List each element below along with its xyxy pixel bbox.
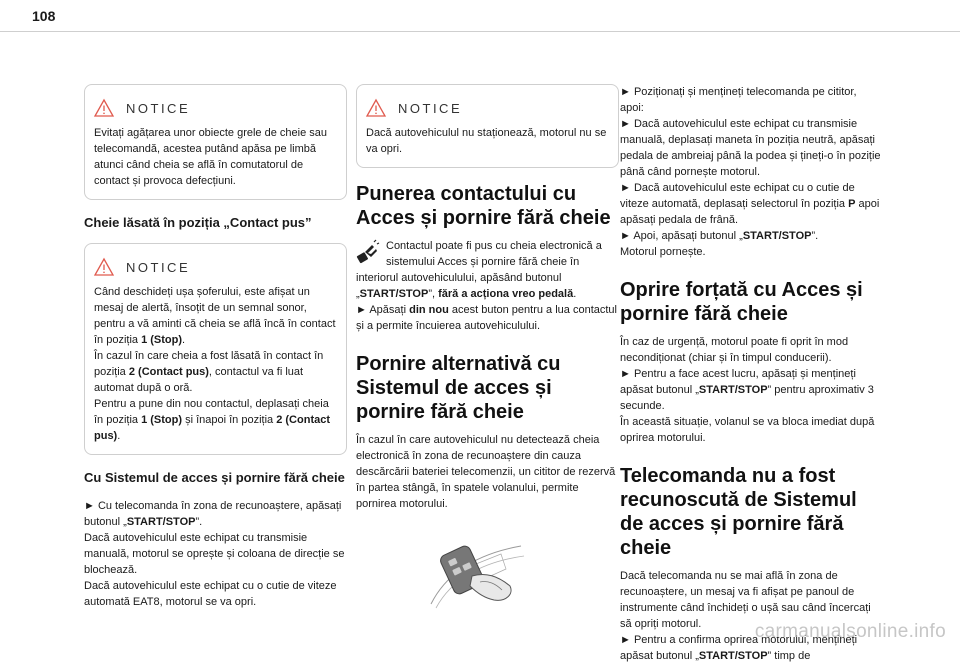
body-text: ► Pentru a confirma oprirea motorului, mențineți apăsat butonul „START/STOP” timp de — [620, 634, 858, 662]
body-text: Contactul poate fi pus cu cheia electronică a sistemului Acces și pornire fără cheie în interiorul autovehiculului, apăsând butonul „START/STOP”, fără a acționa vreo pedală. — [356, 240, 602, 300]
notice-title: NOTICE — [126, 259, 191, 275]
body-text: Dacă telecomanda nu se mai află în zona de recunoaștere, un mesaj va fi afișat pe panoul de instrumente când închideți o ușă sau când încercați să opriți motorul. — [620, 570, 871, 630]
section-heading: Cheie lăsată în poziția „Contact pus” — [84, 215, 312, 230]
header-rule — [0, 31, 960, 32]
body-text: ► Poziționați și mențineți telecomanda pe cititor, apoi: — [620, 86, 857, 114]
notice-title: NOTICE — [126, 100, 191, 116]
hand-press-button-icon — [356, 240, 380, 264]
watermark: carmanualsonline.info — [754, 621, 946, 642]
body-text: ► Pentru a face acest lucru, apăsați și mențineți apăsat butonul „START/STOP” pentru aproximativ 3 secunde. — [620, 368, 874, 412]
notice-box — [84, 84, 347, 200]
section-title: Pornire alternativă cu Sistemul de acces și pornire fără cheie — [356, 353, 561, 423]
notice-title: NOTICE — [398, 100, 463, 116]
warning-triangle-icon — [366, 99, 386, 117]
body-text: ► Apăsați din nou acest buton pentru a lua contactul și a permite încuierea autovehiculului. — [356, 304, 617, 332]
notice-text: Dacă autovehiculul nu staționează, motorul nu se va opri. — [366, 127, 607, 155]
section-heading: Cu Sistemul de acces și pornire fără cheie — [84, 470, 345, 485]
body-text: ► Dacă autovehiculul este echipat cu o cutie de viteze automată, deplasați selectorul în poziția P apoi apăsați pedala de frână. — [620, 182, 880, 226]
warning-triangle-icon — [94, 99, 114, 117]
body-text: ► Cu telecomanda în zona de recunoaștere, apăsați butonul „START/STOP”. — [84, 500, 342, 528]
page-number: 108 — [32, 8, 56, 24]
notice-text: În cazul în care cheia a fost lăsată în contact în poziția 2 (Contact pus), contactul va fi luat automat după o oră. — [94, 350, 324, 394]
notice-text: Când deschideți ușa șoferului, este afișat un mesaj de alertă, însoțit de un semnal sonor, pentru a vă aminti că cheia se află încă în contact în poziția 1 (Stop). — [94, 286, 336, 346]
column-2 — [356, 84, 619, 615]
body-text: Motorul pornește. — [620, 246, 706, 258]
notice-text: Evitați agățarea unor obiecte grele de cheie sau telecomandă, acestea putând apăsa pe limbă atunci când cheia se află în comutatorul de contact și provoca defecțiuni. — [94, 127, 327, 187]
body-text: ► Apoi, apăsați butonul „START/STOP”. — [620, 230, 819, 242]
body-text: Dacă autovehiculul este echipat cu o cutie de viteze automată EAT8, motorul se va opri. — [84, 580, 337, 608]
body-text: În caz de urgență, motorul poate fi oprit în mod necondiționat (chiar și în timpul conducerii). — [620, 336, 849, 364]
notice-box — [356, 84, 619, 168]
section-title: Telecomanda nu a fost recunoscută de Sistemul de acces și pornire fără cheie — [620, 465, 857, 559]
column-3 — [620, 84, 883, 664]
key-on-reader-illustration — [406, 524, 526, 610]
body-text: În cazul în care autovehiculul nu detectează cheia electronică în zona de recunoaștere din cauza descărcării bateriei telecomenzii, un cititor de rezervă în partea stângă, în spatele volanului, permite pornirea motorului. — [356, 434, 616, 510]
column-1 — [84, 84, 347, 610]
notice-box — [84, 243, 347, 455]
warning-triangle-icon — [94, 258, 114, 276]
body-text: Dacă autovehiculul este echipat cu transmisie manuală, motorul se oprește și coloana de direcție se blochează. — [84, 532, 345, 576]
section-title: Punerea contactului cu Acces și pornire fără cheie — [356, 183, 611, 229]
body-text: În această situație, volanul se va bloca imediat după oprirea motorului. — [620, 416, 875, 444]
notice-text: Pentru a pune din nou contactul, deplasați cheia în poziția 1 (Stop) și înapoi în poziția 2 (Contact pus). — [94, 398, 330, 442]
body-text: ► Dacă autovehiculul este echipat cu transmisie manuală, deplasați maneta în poziția neutră, apăsați pedala de ambreiaj până la podea și țineți-o în poziție până când pornește motorul. — [620, 118, 881, 178]
section-title: Oprire forțată cu Acces și pornire fără cheie — [620, 279, 863, 325]
